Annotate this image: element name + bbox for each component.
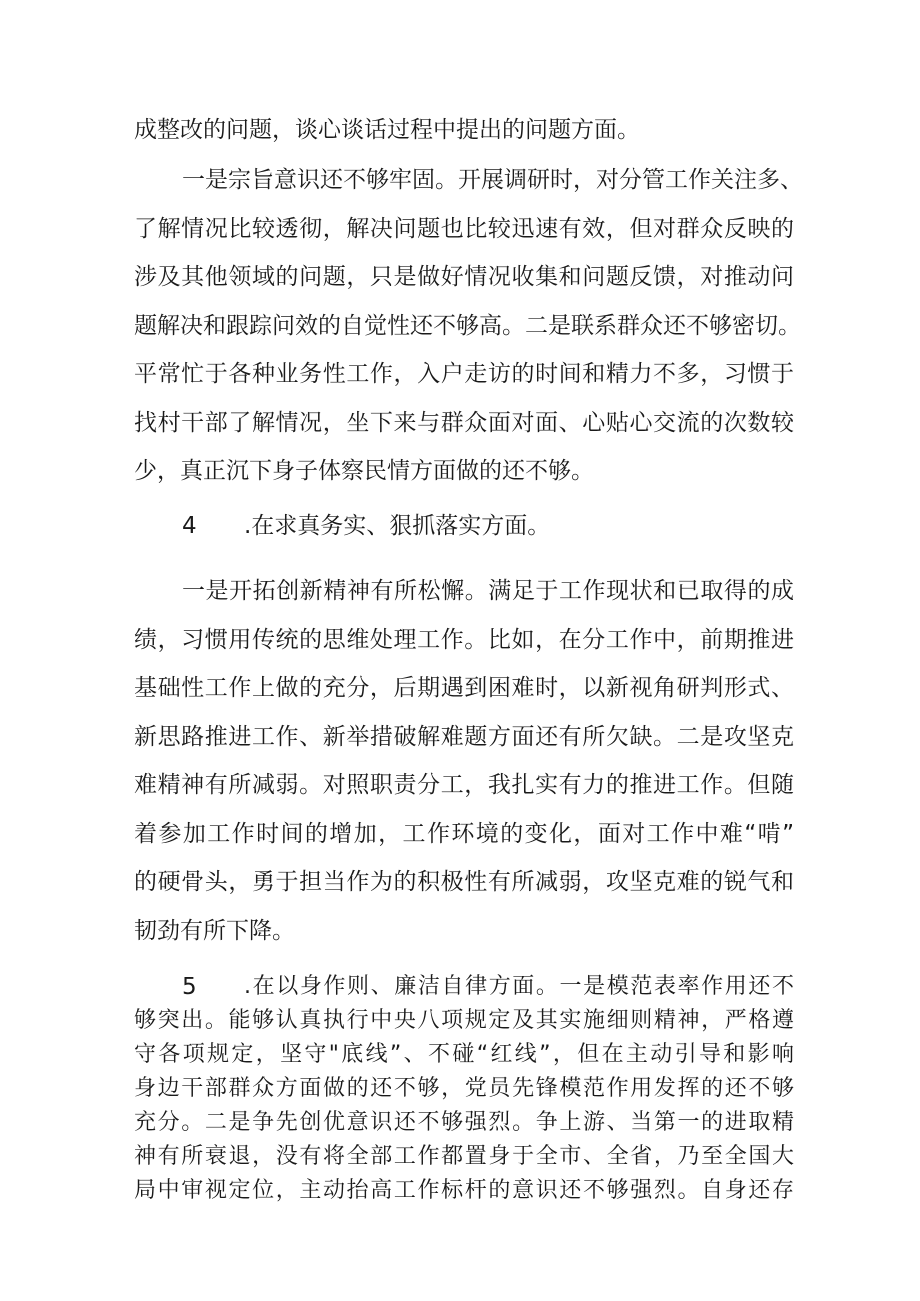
paragraph-line: 题解决和跟踪问效的自觉性还不够高。二是联系群众还不够密切。 (134, 313, 801, 339)
paragraph-line: 局中审视定位，主动抬高工作标杆的意识还不够强烈。自身还存 (134, 1178, 794, 1203)
paragraph-line: 涉及其他领域的问题，只是做好情况收集和问题反馈，对推动问 (134, 264, 794, 290)
paragraph-line: 够突出。能够认真执行中央八项规定及其实施细则精神，严格遵 (134, 1008, 794, 1033)
paragraph-line: 基础性工作上做的充分，后期遇到困难时，以新视角研判形式、 (134, 675, 794, 701)
paragraph-line: 一是宗旨意识还不够牢固。开展调研时，对分管工作关注多、 (182, 167, 803, 193)
paragraph-line: 新思路推进工作、新举措破解难题方面还有所欠缺。二是攻坚克 (134, 724, 794, 750)
paragraph-line: 平常忙于各种业务性工作，入户走访的时间和精力不多，习惯于 (134, 361, 794, 387)
paragraph-line: 难精神有所减弱。对照职责分工，我扎实有力的推进工作。但随 (134, 772, 794, 798)
paragraph-line: 找村干部了解情况，坐下来与群众面对面、心贴心交流的次数较 (134, 410, 794, 436)
paragraph-line: 身边干部群众方面做的还不够，党员先锋模范作用发挥的还不够 (134, 1076, 794, 1101)
section-heading: .在求真务实、狠抓落实方面。 (244, 513, 551, 539)
section-heading: .在以身作则、廉洁自律方面。一是模范表率作用还不 (244, 974, 794, 999)
paragraph-line: 韧劲有所下降。 (134, 918, 295, 944)
section-number: 4 (182, 513, 197, 539)
paragraph-line: 成整改的问题，谈心谈话过程中提出的问题方面。 (134, 117, 640, 143)
section-number: 5 (182, 974, 197, 1000)
paragraph-line: 的硬骨头，勇于担当作为的积极性有所减弱，攻坚克难的锐气和 (134, 869, 794, 895)
paragraph-line: 少，真正沉下身子体察民情方面做的还不够。 (134, 458, 594, 484)
paragraph-line: 神有所衰退，没有将全部工作都置身于全市、全省，乃至全国大 (134, 1144, 794, 1169)
paragraph-line: 着参加工作时间的增加，工作环境的变化，面对工作中难“啃” (134, 821, 794, 847)
paragraph-line: 一是开拓创新精神有所松懈。满足于工作现状和已取得的成 (182, 578, 794, 604)
paragraph-line: 了解情况比较透彻，解决问题也比较迅速有效，但对群众反映的 (134, 216, 794, 242)
paragraph-line: 绩，习惯用传统的思维处理工作。比如，在分工作中，前期推进 (134, 627, 794, 653)
paragraph-line: 守各项规定，坚守"底线”、不碰“红线”，但在主动引导和影响 (134, 1042, 794, 1067)
paragraph-line: 充分。二是争先创优意识还不够强烈。争上游、当第一的进取精 (134, 1110, 794, 1135)
